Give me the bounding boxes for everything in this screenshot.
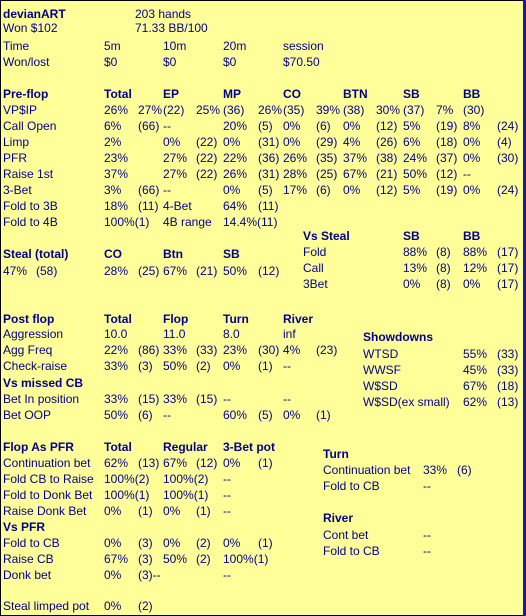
flop-pfr-cell: 0% — [163, 504, 181, 518]
preflop-row-label: VP$IP — [3, 103, 38, 117]
vs-steal-cell: (17) — [497, 261, 519, 275]
flop-pfr-cell: (1) — [196, 504, 211, 518]
flop-pfr-cell: 100%(2) — [163, 472, 209, 486]
steal-limped-label: Steal limped pot — [3, 599, 90, 613]
flop-pfr-header: 3-Bet pot — [223, 440, 275, 454]
missed-cb-cell: -- — [223, 392, 231, 406]
vs-steal-cell: 13% — [403, 261, 428, 275]
flop-pfr-header: Flop As PFR — [3, 440, 74, 454]
missed-cb-cell: 33% — [104, 392, 129, 406]
vs-steal-row-label: Call — [303, 261, 324, 275]
steal-value: 28% — [104, 264, 129, 278]
postflop-cell: inf — [283, 327, 296, 341]
steal-header: CO — [104, 247, 122, 261]
preflop-cell: (30) — [497, 151, 519, 165]
postflop-cell: 0% — [223, 359, 241, 373]
postflop-cell: 8.0 — [223, 327, 240, 341]
missed-cb-cell: 50% — [104, 408, 129, 422]
flop-pfr-cell: 0% — [223, 456, 241, 470]
preflop-cell: (12) — [376, 183, 398, 197]
flop-pfr-cell: (13) — [138, 456, 160, 470]
postflop-cell: (3) — [138, 359, 153, 373]
preflop-cell: 0% — [283, 135, 301, 149]
postflop-cell: (30) — [258, 343, 280, 357]
preflop-cell: 8% — [463, 119, 481, 133]
preflop-cell: 5% — [403, 119, 421, 133]
showdown-count: (33) — [497, 347, 519, 361]
vs-steal-header: Vs Steal — [303, 229, 350, 243]
preflop-cell: 0% — [223, 135, 241, 149]
preflop-cell: (66) — [138, 119, 160, 133]
vs-missed-cb-header: Vs missed CB — [3, 376, 84, 390]
preflop-cell: 25% — [196, 103, 221, 117]
preflop-cell: 6% — [104, 119, 122, 133]
preflop-cell: 27% — [163, 151, 188, 165]
preflop-header: BTN — [343, 87, 368, 101]
preflop-cell: 26% — [283, 151, 308, 165]
showdown-count: (13) — [497, 395, 519, 409]
turn-row-label: Continuation bet — [323, 463, 411, 477]
time-col-header: 10m — [163, 39, 187, 53]
vs-steal-cell: (8) — [436, 277, 451, 291]
preflop-cell: (5) — [258, 183, 273, 197]
preflop-cell: (38) — [376, 151, 398, 165]
preflop-row-label: 3-Bet — [3, 183, 32, 197]
missed-cb-cell: 60% — [223, 408, 248, 422]
preflop-cell: (22) — [196, 135, 218, 149]
missed-cb-cell: (15) — [138, 392, 160, 406]
vs-steal-cell: (8) — [436, 261, 451, 275]
showdown-value: 67% — [463, 379, 488, 393]
preflop-cell: -- — [163, 119, 171, 133]
preflop-cell: 23% — [104, 151, 129, 165]
preflop-cell: 0% — [463, 135, 481, 149]
preflop-cell: 24% — [403, 151, 428, 165]
preflop-cell: 27% — [163, 167, 188, 181]
postflop-cell: (2) — [196, 359, 211, 373]
fold-3b-count: (11) — [138, 199, 159, 213]
four-bet-value: 64% — [223, 199, 248, 213]
preflop-cell: 0% — [463, 151, 481, 165]
river-header: River — [323, 511, 354, 525]
vs-pfr-header: Vs PFR — [3, 520, 46, 534]
preflop-cell: (26) — [376, 135, 398, 149]
vs-pfr-cell: 100%(1) — [223, 552, 269, 566]
player-name: devianART — [3, 7, 66, 21]
turn-count: (6) — [457, 463, 472, 477]
preflop-cell: (18) — [436, 135, 458, 149]
four-bet-label: 4-Bet — [163, 199, 192, 213]
preflop-cell: (30) — [463, 103, 485, 117]
preflop-cell: (21) — [376, 167, 398, 181]
flop-pfr-cell: 100%(2) — [104, 472, 150, 486]
steal-value: 50% — [223, 264, 248, 278]
showdown-count: (18) — [497, 379, 519, 393]
preflop-cell: 3% — [104, 183, 122, 197]
flop-pfr-cell: 0% — [104, 504, 122, 518]
missed-cb-cell: -- — [283, 392, 291, 406]
bb-per-100: 71.33 BB/100 — [135, 21, 208, 35]
preflop-cell: 0% — [283, 119, 301, 133]
showdown-value: 62% — [463, 395, 488, 409]
flop-pfr-row-label: Raise Donk Bet — [3, 504, 87, 518]
preflop-cell: 39% — [316, 103, 341, 117]
preflop-cell: -- — [463, 167, 471, 181]
postflop-cell: 23% — [223, 343, 248, 357]
vs-pfr-cell: 50% — [163, 552, 188, 566]
flop-pfr-row-label: Fold to Donk Bet — [3, 488, 93, 502]
preflop-row-label: Call Open — [3, 119, 57, 133]
preflop-cell: (6) — [316, 119, 331, 133]
flop-pfr-header: Regular — [163, 440, 208, 454]
preflop-cell: 0% — [343, 119, 361, 133]
wonlost-value: $70.50 — [283, 55, 320, 69]
preflop-header: Pre-flop — [3, 87, 49, 101]
postflop-cell: 33% — [163, 343, 188, 357]
preflop-cell: (31) — [258, 135, 280, 149]
postflop-cell: 10.0 — [104, 327, 128, 341]
preflop-cell: (24) — [497, 183, 519, 197]
showdown-label: W$SD — [363, 379, 398, 393]
missed-cb-cell: -- — [163, 408, 171, 422]
hand-count: 203 hands — [135, 7, 192, 21]
preflop-cell: 17% — [283, 183, 308, 197]
vs-pfr-row-label: Raise CB — [3, 552, 54, 566]
preflop-cell: (66) — [138, 183, 160, 197]
vs-steal-header: BB — [463, 229, 481, 243]
vs-steal-cell: (8) — [436, 245, 451, 259]
steal-value: 47% — [3, 264, 28, 278]
steal-value: (21) — [196, 264, 218, 278]
vs-pfr-row-label: Fold to CB — [3, 536, 60, 550]
showdown-count: (33) — [497, 363, 519, 377]
postflop-cell: 33% — [104, 359, 129, 373]
postflop-cell: (23) — [316, 343, 338, 357]
vs-pfr-row-label: Donk bet — [3, 568, 52, 582]
vs-pfr-cell: -- — [223, 568, 231, 582]
preflop-cell: 67% — [343, 167, 368, 181]
flop-pfr-cell: 100%(1) — [104, 488, 150, 502]
vs-pfr-cell: 0% — [163, 536, 181, 550]
postflop-cell: (86) — [138, 343, 160, 357]
flop-pfr-cell: -- — [223, 472, 231, 486]
vs-steal-row-label: Fold — [303, 245, 327, 259]
preflop-cell: (19) — [436, 119, 458, 133]
preflop-cell: 37% — [104, 167, 129, 181]
preflop-header: SB — [403, 87, 420, 101]
preflop-cell: (12) — [376, 119, 398, 133]
preflop-cell: 0% — [223, 183, 241, 197]
preflop-cell: (25) — [316, 167, 338, 181]
vs-pfr-cell: (3) — [138, 552, 153, 566]
preflop-cell: (37) — [403, 103, 425, 117]
time-col-header: 5m — [104, 39, 121, 53]
fold-3b-label: Fold to 3B — [3, 199, 58, 213]
postflop-cell: 11.0 — [163, 327, 186, 341]
flop-pfr-cell: (1) — [138, 504, 153, 518]
preflop-cell: 26% — [258, 103, 283, 117]
preflop-cell: (24) — [497, 119, 519, 133]
preflop-header: BB — [463, 87, 481, 101]
flop-pfr-cell: 62% — [104, 456, 129, 470]
turn-value: -- — [423, 479, 431, 493]
preflop-row-label: Raise 1st — [3, 167, 54, 181]
flop-pfr-cell: 67% — [163, 456, 188, 470]
showdown-label: WWSF — [363, 363, 401, 377]
flop-pfr-row-label: Fold CB to Raise — [3, 472, 94, 486]
showdown-value: 45% — [463, 363, 488, 377]
fold-4b-label: Fold to 4B — [3, 215, 58, 229]
preflop-cell: (19) — [436, 183, 458, 197]
missed-cb-cell: 33% — [163, 392, 188, 406]
preflop-cell: 30% — [376, 103, 401, 117]
preflop-cell: (31) — [258, 167, 280, 181]
showdown-value: 55% — [463, 347, 488, 361]
wonlost-label: Won/lost — [3, 55, 50, 69]
preflop-cell: (22) — [196, 151, 218, 165]
preflop-cell: (35) — [283, 103, 305, 117]
preflop-cell: (5) — [258, 119, 273, 133]
river-value: -- — [423, 544, 431, 558]
vs-steal-cell: 88% — [463, 245, 488, 259]
wonlost-value: $0 — [223, 55, 237, 69]
vs-pfr-cell: (3)-- — [138, 568, 161, 582]
vs-pfr-cell: 0% — [104, 568, 122, 582]
vs-steal-cell: 12% — [463, 261, 488, 275]
preflop-cell: 0% — [343, 183, 361, 197]
missed-cb-row-label: Bet In position — [3, 392, 80, 406]
showdown-label: WTSD — [363, 347, 399, 361]
preflop-cell: (22) — [196, 167, 218, 181]
won-amount: Won $102 — [3, 21, 58, 35]
steal-header: Steal (total) — [3, 247, 69, 261]
flop-pfr-cell: -- — [223, 504, 231, 518]
missed-cb-cell: (15) — [196, 392, 218, 406]
vs-pfr-cell: (2) — [196, 536, 211, 550]
postflop-header: River — [283, 312, 314, 326]
postflop-row-label: Agg Freq — [3, 343, 53, 357]
postflop-header: Flop — [163, 312, 189, 326]
showdowns-header: Showdowns — [363, 330, 433, 344]
wonlost-value: $0 — [104, 55, 118, 69]
turn-value: 33% — [423, 463, 448, 477]
postflop-cell: 50% — [163, 359, 188, 373]
preflop-cell: 37% — [343, 151, 368, 165]
postflop-cell: -- — [283, 359, 291, 373]
missed-cb-cell: (1) — [316, 408, 331, 422]
preflop-cell: 20% — [223, 119, 248, 133]
postflop-header: Post flop — [3, 312, 55, 326]
preflop-cell: 5% — [403, 183, 421, 197]
preflop-cell: 27% — [138, 103, 163, 117]
steal-value: (12) — [258, 264, 280, 278]
postflop-cell: 22% — [104, 343, 129, 357]
vs-pfr-cell: (2) — [196, 552, 211, 566]
preflop-cell: (36) — [223, 103, 245, 117]
vs-pfr-cell: 0% — [104, 536, 122, 550]
steal-header: SB — [223, 247, 240, 261]
preflop-cell: (37) — [436, 151, 458, 165]
steal-value: 67% — [163, 264, 188, 278]
turn-row-label: Fold to CB — [323, 479, 380, 493]
time-col-header: session — [283, 39, 324, 53]
vs-steal-cell: 0% — [463, 277, 481, 291]
preflop-cell: 50% — [403, 167, 428, 181]
preflop-cell: 28% — [283, 167, 308, 181]
flop-pfr-cell: (12) — [196, 456, 218, 470]
four-bet-range-label: 4B range — [163, 215, 212, 229]
missed-cb-cell: (5) — [258, 408, 273, 422]
missed-cb-cell: (6) — [138, 408, 153, 422]
preflop-cell: 26% — [223, 167, 248, 181]
preflop-cell: (4) — [497, 135, 512, 149]
flop-pfr-cell: (1) — [258, 456, 273, 470]
postflop-header: Total — [104, 312, 132, 326]
preflop-cell: 4% — [343, 135, 361, 149]
vs-steal-cell: (17) — [497, 245, 519, 259]
preflop-cell: 26% — [104, 103, 129, 117]
river-row-label: Cont bet — [323, 528, 369, 542]
preflop-cell: -- — [163, 183, 171, 197]
river-row-label: Fold to CB — [323, 544, 380, 558]
steal-limped-value: 0% — [104, 599, 122, 613]
preflop-cell: (12) — [436, 167, 458, 181]
preflop-cell: 2% — [104, 135, 122, 149]
postflop-cell: (33) — [196, 343, 218, 357]
preflop-header: Total — [104, 87, 132, 101]
flop-pfr-row-label: Continuation bet — [3, 456, 91, 470]
steal-limped-count: (2) — [138, 599, 153, 613]
preflop-cell: (38) — [343, 103, 365, 117]
four-bet-count: (11) — [258, 199, 279, 213]
preflop-cell: (6) — [316, 183, 331, 197]
flop-pfr-header: Total — [104, 440, 132, 454]
postflop-row-label: Check-raise — [3, 359, 68, 373]
missed-cb-cell: 0% — [283, 408, 301, 422]
four-bet-range-value: 14.4%(11) — [223, 215, 278, 229]
steal-value: (25) — [138, 264, 160, 278]
fold-3b-total: 18% — [104, 199, 129, 213]
flop-pfr-cell: -- — [223, 488, 231, 502]
fold-4b-total: 100%(1) — [104, 215, 150, 229]
preflop-cell: 0% — [463, 183, 481, 197]
preflop-cell: 0% — [163, 135, 181, 149]
postflop-cell: 4% — [283, 343, 301, 357]
preflop-header: MP — [223, 87, 241, 101]
vs-steal-cell: 0% — [403, 277, 421, 291]
preflop-cell: (22) — [163, 103, 185, 117]
vs-pfr-cell: 67% — [104, 552, 129, 566]
wonlost-value: $0 — [163, 55, 177, 69]
preflop-cell: (29) — [316, 135, 338, 149]
vs-steal-row-label: 3Bet — [303, 277, 328, 291]
missed-cb-row-label: Bet OOP — [3, 408, 52, 422]
time-label: Time — [3, 39, 30, 53]
preflop-row-label: PFR — [3, 151, 27, 165]
preflop-header: EP — [163, 87, 180, 101]
preflop-cell: (35) — [316, 151, 338, 165]
preflop-cell: 7% — [436, 103, 454, 117]
steal-header: Btn — [163, 247, 183, 261]
time-col-header: 20m — [223, 39, 247, 53]
showdown-label: W$SD(ex small) — [363, 395, 450, 409]
preflop-header: CO — [283, 87, 301, 101]
vs-pfr-cell: (3) — [138, 536, 153, 550]
flop-pfr-cell: 100%(1) — [163, 488, 209, 502]
preflop-cell: 6% — [403, 135, 421, 149]
turn-header: Turn — [323, 447, 349, 461]
postflop-row-label: Aggression — [3, 327, 64, 341]
river-value: -- — [423, 528, 431, 542]
preflop-cell: (36) — [258, 151, 280, 165]
preflop-cell: 22% — [223, 151, 248, 165]
vs-steal-cell: (17) — [497, 277, 519, 291]
vs-steal-header: SB — [403, 229, 420, 243]
vs-steal-cell: 88% — [403, 245, 428, 259]
vs-pfr-cell: (1) — [258, 536, 273, 550]
postflop-header: Turn — [223, 312, 249, 326]
vs-pfr-cell: 0% — [223, 536, 241, 550]
preflop-row-label: Limp — [3, 135, 30, 149]
postflop-cell: (1) — [258, 359, 273, 373]
steal-value: (58) — [36, 264, 58, 278]
